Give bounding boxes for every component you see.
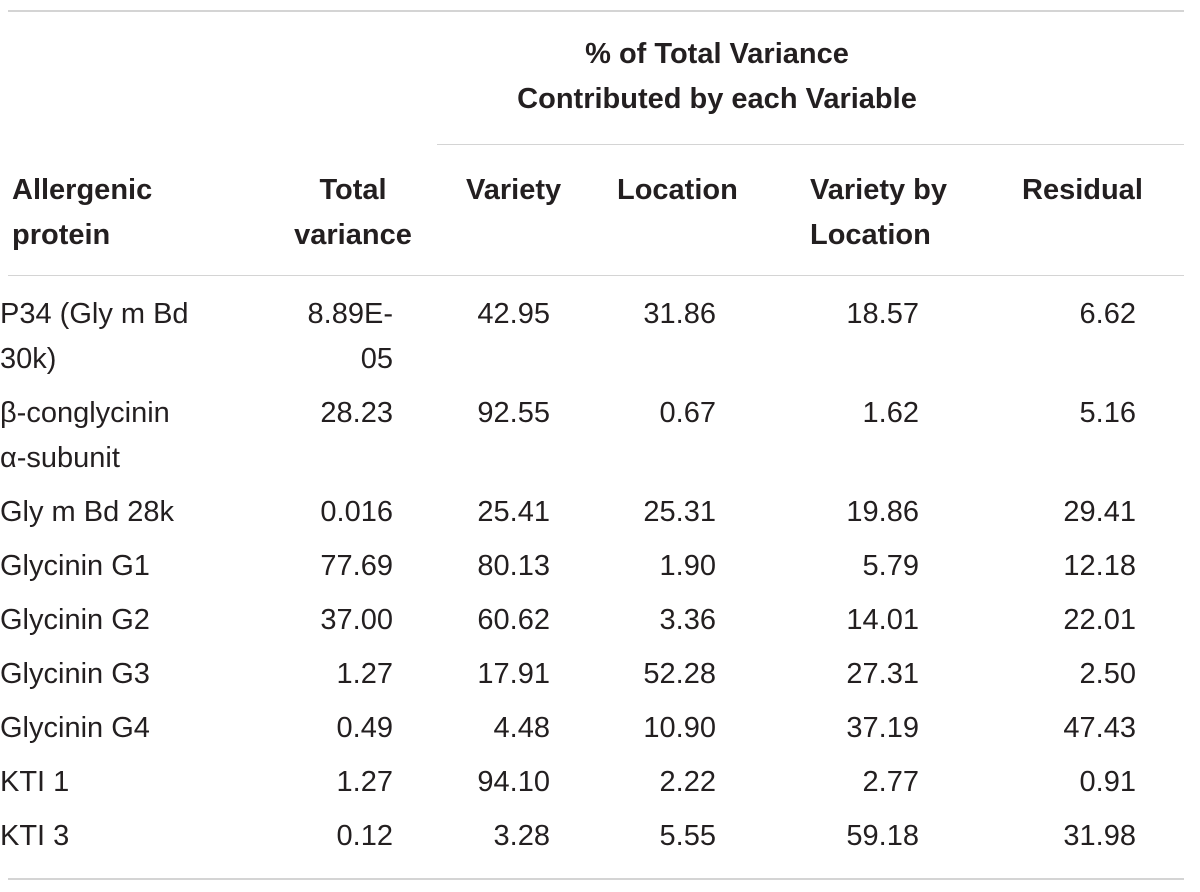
column-header-location bbox=[617, 168, 738, 213]
cell-total: 1.27 bbox=[336, 766, 393, 798]
protein-name-line: α-subunit bbox=[0, 442, 120, 474]
cell-location: 25.31 bbox=[643, 496, 716, 528]
protein-name-line: P34 (Gly m Bd bbox=[0, 298, 189, 330]
column-header-allergenic-protein bbox=[12, 168, 152, 258]
column-header-total-variance bbox=[286, 168, 420, 258]
protein-name-line: β-conglycinin bbox=[0, 397, 170, 429]
cell-total: 0.12 bbox=[336, 820, 393, 852]
cell-variety: 25.41 bbox=[477, 496, 550, 528]
cell-allergenic-protein bbox=[0, 490, 286, 544]
header-line: protein bbox=[12, 219, 111, 251]
cell-vbl: 14.01 bbox=[846, 604, 919, 636]
cell-location: 1.90 bbox=[659, 550, 716, 582]
cell-total: 1.27 bbox=[336, 658, 393, 690]
cell-allergenic-protein bbox=[0, 706, 286, 760]
cell-vbl: 19.86 bbox=[846, 496, 919, 528]
cell-residual: 29.41 bbox=[1063, 496, 1136, 528]
header-bottom-rule bbox=[8, 275, 1184, 276]
variance-group-header bbox=[437, 32, 997, 122]
header-line: Variety by bbox=[810, 174, 948, 206]
cell-variety: 4.48 bbox=[493, 712, 550, 744]
cell-location: 31.86 bbox=[643, 298, 716, 330]
header-line: Variety bbox=[466, 174, 562, 206]
header-line: Location bbox=[617, 174, 738, 206]
cell-allergenic-protein bbox=[0, 292, 286, 391]
cell-location: 5.55 bbox=[659, 820, 716, 852]
cell-total: 77.69 bbox=[320, 550, 393, 582]
table-top-rule bbox=[8, 10, 1184, 12]
cell-total: 28.23 bbox=[320, 397, 393, 429]
header-line: Residual bbox=[1022, 174, 1143, 206]
cell-residual: 31.98 bbox=[1063, 820, 1136, 852]
header-line: variance bbox=[294, 219, 412, 251]
cell-total: 0.016 bbox=[320, 496, 393, 528]
cell-vbl: 59.18 bbox=[846, 820, 919, 852]
table-row bbox=[0, 292, 1136, 391]
cell-allergenic-protein bbox=[0, 652, 286, 706]
cell-vbl: 1.62 bbox=[862, 397, 919, 429]
cell-residual: 0.91 bbox=[1079, 766, 1136, 798]
cell-location: 3.36 bbox=[659, 604, 716, 636]
cell-variety: 80.13 bbox=[477, 550, 550, 582]
cell-variety: 42.95 bbox=[477, 298, 550, 330]
cell-allergenic-protein bbox=[0, 814, 286, 868]
header-line: Total bbox=[319, 174, 387, 206]
cell-vbl: 18.57 bbox=[846, 298, 919, 330]
table-row bbox=[0, 814, 1136, 868]
cell-total: 0.49 bbox=[336, 712, 393, 744]
table-row bbox=[0, 760, 1136, 814]
cell-total: 8.89E-05 bbox=[307, 298, 393, 375]
cell-variety: 60.62 bbox=[477, 604, 550, 636]
variance-table bbox=[0, 292, 1136, 868]
cell-residual: 2.50 bbox=[1079, 658, 1136, 690]
protein-name-line: Glycinin G2 bbox=[0, 604, 150, 636]
group-header-rule bbox=[437, 144, 1184, 145]
cell-location: 2.22 bbox=[659, 766, 716, 798]
table-row bbox=[0, 544, 1136, 598]
cell-residual: 47.43 bbox=[1063, 712, 1136, 744]
table-bottom-rule bbox=[8, 878, 1184, 880]
cell-location: 0.67 bbox=[659, 397, 716, 429]
protein-name-line: Gly m Bd 28k bbox=[0, 496, 175, 528]
header-line: Location bbox=[810, 219, 931, 251]
cell-variety: 92.55 bbox=[477, 397, 550, 429]
table-row bbox=[0, 490, 1136, 544]
cell-location: 10.90 bbox=[643, 712, 716, 744]
cell-allergenic-protein bbox=[0, 760, 286, 814]
cell-vbl: 5.79 bbox=[862, 550, 919, 582]
protein-name-line: Glycinin G1 bbox=[0, 550, 150, 582]
table-row bbox=[0, 706, 1136, 760]
group-header-line: Contributed by each Variable bbox=[517, 83, 917, 115]
cell-variety: 94.10 bbox=[477, 766, 550, 798]
protein-name-line: KTI 3 bbox=[0, 820, 70, 852]
group-header-line: % of Total Variance bbox=[585, 38, 849, 70]
column-header-variety bbox=[466, 168, 561, 213]
table-body bbox=[0, 292, 1136, 868]
cell-vbl: 27.31 bbox=[846, 658, 919, 690]
cell-variety: 17.91 bbox=[477, 658, 550, 690]
cell-allergenic-protein bbox=[0, 544, 286, 598]
cell-location: 52.28 bbox=[643, 658, 716, 690]
cell-vbl: 37.19 bbox=[846, 712, 919, 744]
protein-name-line: KTI 1 bbox=[0, 766, 70, 798]
cell-residual: 22.01 bbox=[1063, 604, 1136, 636]
cell-total: 37.00 bbox=[320, 604, 393, 636]
column-header-residual bbox=[1022, 168, 1143, 213]
protein-name-line: 30k) bbox=[0, 343, 57, 375]
header-line: Allergenic bbox=[12, 174, 153, 206]
table-row bbox=[0, 391, 1136, 490]
table-row bbox=[0, 652, 1136, 706]
cell-variety: 3.28 bbox=[493, 820, 550, 852]
cell-residual: 5.16 bbox=[1079, 397, 1136, 429]
cell-vbl: 2.77 bbox=[862, 766, 919, 798]
cell-allergenic-protein bbox=[0, 598, 286, 652]
column-header-variety-by-location bbox=[810, 168, 947, 258]
cell-allergenic-protein bbox=[0, 391, 286, 490]
cell-residual: 12.18 bbox=[1063, 550, 1136, 582]
protein-name-line: Glycinin G4 bbox=[0, 712, 150, 744]
cell-residual: 6.62 bbox=[1079, 298, 1136, 330]
protein-name-line: Glycinin G3 bbox=[0, 658, 150, 690]
table-row bbox=[0, 598, 1136, 652]
